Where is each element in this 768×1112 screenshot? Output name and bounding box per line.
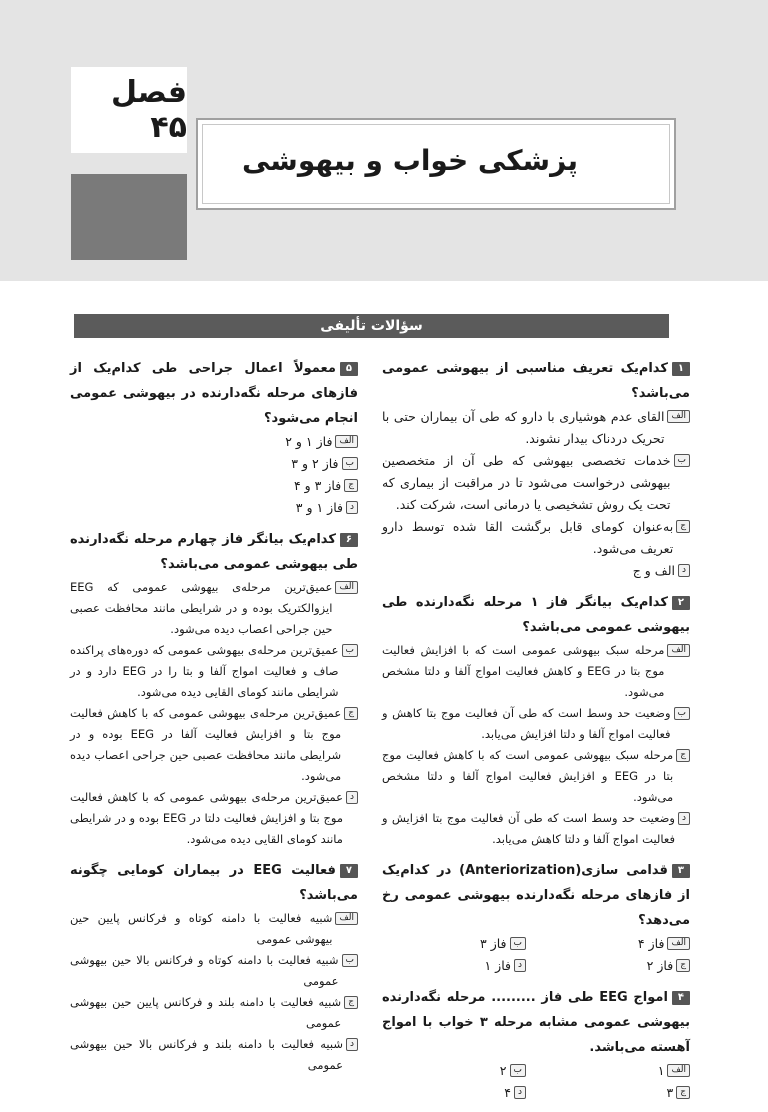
option-b[interactable] <box>70 640 358 703</box>
option-text: به‌عنوان کومای قابل برگشت القا شده توسط دارو تعریف می‌شود. <box>382 519 674 556</box>
option-b[interactable] <box>382 933 526 955</box>
option-mark: د <box>678 812 690 825</box>
option-mark: الف <box>335 581 358 594</box>
option-c[interactable] <box>70 703 358 787</box>
option-mark: ب <box>342 457 358 470</box>
column-right <box>382 356 690 1112</box>
option-mark: ج <box>344 996 358 1009</box>
option-mark: ج <box>676 520 690 533</box>
option-mark: د <box>346 501 358 514</box>
option-text: الف و ج <box>632 563 675 578</box>
option-mark: الف <box>667 1064 690 1077</box>
option-b[interactable] <box>70 453 358 475</box>
option-text: مرحله سبک بیهوشی عمومی است که با افزایش فعالیت موج بتا در EEG و کاهش فعالیت امواج آلفا و دلتا مشخص می‌شود. <box>382 643 665 699</box>
question-number: ۶ <box>340 533 358 547</box>
option-c[interactable] <box>70 992 358 1034</box>
option-mark: د <box>346 1038 358 1051</box>
option-text: عمیق‌ترین مرحله‌ی بیهوشی عمومی که با کاهش فعالیت موج بتا و افزایش فعالیت آلفا در EEG بوده و در شرایطی مانند محافظت عصبی حین جراحی اعصاب دیده می‌شود. <box>70 706 342 783</box>
option-a[interactable] <box>70 431 358 453</box>
option-mark: ب <box>674 707 690 720</box>
question-stem: فعالیت EEG در بیماران کومایی چگونه می‌باشد؟ <box>70 863 358 903</box>
option-text: فاز ۳ و ۴ <box>293 478 342 493</box>
section-title: سؤالات تألیفی <box>74 314 669 338</box>
question-6 <box>70 527 358 850</box>
option-mark: ج <box>676 1086 690 1099</box>
option-c[interactable] <box>382 516 690 560</box>
option-c[interactable] <box>382 745 690 808</box>
option-mark: ج <box>344 707 358 720</box>
question-stem: معمولاً اعمال جراحی طی کدام‌یک از فازهای مرحله نگه‌دارنده در بیهوشی عمومی انجام می‌شود؟ <box>70 361 358 426</box>
option-d[interactable] <box>70 787 358 850</box>
option-text: شبیه فعالیت با دامنه کوتاه و فرکانس پایین حین بیهوشی عمومی <box>70 911 333 946</box>
option-b[interactable] <box>382 1060 526 1082</box>
option-text: فاز ۲ و ۳ <box>291 456 339 471</box>
option-mark: ج <box>676 749 690 762</box>
option-a[interactable] <box>70 908 358 950</box>
option-text: شبیه فعالیت با دامنه بلند و فرکانس بالا حین بیهوشی عمومی <box>70 1037 343 1072</box>
option-mark: د <box>678 564 690 577</box>
option-text: خدمات تخصصی بیهوشی که طی آن از متخصصین بیهوشی درخواست می‌شود تا در مراقبت از بیماری که تحت یک روش تشخیصی یا درمانی است، شرکت کند. <box>382 453 671 512</box>
option-d[interactable] <box>382 955 526 977</box>
option-mark: د <box>514 959 526 972</box>
question-number: ۷ <box>340 864 358 878</box>
option-d[interactable] <box>382 1082 526 1104</box>
question-number: ۵ <box>340 362 358 376</box>
option-a[interactable] <box>382 406 690 450</box>
option-text: فاز ۱ و ۲ <box>285 434 333 449</box>
option-d[interactable] <box>70 1034 358 1076</box>
option-d[interactable] <box>382 808 690 850</box>
question-2 <box>382 590 690 850</box>
question-number: ۲ <box>672 596 690 610</box>
option-mark: الف <box>335 912 358 925</box>
question-number: ۴ <box>672 991 690 1005</box>
question-stem: کدام‌یک بیانگر فاز ۱ مرحله نگه‌دارنده طی بیهوشی عمومی می‌باشد؟ <box>382 595 690 635</box>
question-3 <box>382 858 690 977</box>
option-mark: ب <box>342 954 358 967</box>
chapter-title-box <box>196 118 676 210</box>
question-stem: کدام‌یک بیانگر فاز چهارم مرحله نگه‌دارنده طی بیهوشی عمومی می‌باشد؟ <box>70 532 358 572</box>
option-a[interactable] <box>70 577 358 640</box>
option-a[interactable] <box>546 933 690 955</box>
chapter-decor-block <box>71 174 187 260</box>
question-number: ۳ <box>672 864 690 878</box>
option-mark: الف <box>335 435 358 448</box>
option-c[interactable] <box>546 955 690 977</box>
option-text: فاز ۴ <box>637 936 665 951</box>
question-5 <box>70 356 358 519</box>
option-text: ۱ <box>657 1063 665 1078</box>
option-c[interactable] <box>70 475 358 497</box>
option-text: وضعیت حد وسط است که طی آن فعالیت موج بتا کاهش و فعالیت امواج آلفا و دلتا افزایش می‌یابد. <box>382 706 671 741</box>
question-1 <box>382 356 690 582</box>
option-mark: الف <box>667 410 690 423</box>
question-4 <box>382 985 690 1104</box>
option-text: فاز ۲ <box>646 958 674 973</box>
question-number: ۱ <box>672 362 690 376</box>
option-text: عمیق‌ترین مرحله‌ی بیهوشی عمومی که با کاهش فعالیت موج بتا و افزایش فعالیت دلتا در EEG بوده و در شرایطی مانند کومای القایی دیده می‌شود. <box>70 790 343 846</box>
option-text: ۳ <box>666 1085 674 1100</box>
option-text: فاز ۱ <box>484 958 511 973</box>
question-7 <box>70 858 358 1076</box>
chapter-title: پزشکی خواب و بیهوشی <box>241 144 578 177</box>
option-mark: د <box>346 791 358 804</box>
option-mark: الف <box>667 644 690 657</box>
option-text: عمیق‌ترین مرحله‌ی بیهوشی عمومی که دوره‌های پراکنده صاف و فعالیت امواج آلفا و بتا را در EEG دارد و در شرایطی مانند کومای القایی دیده می‌شود. <box>70 643 339 699</box>
option-d[interactable] <box>382 560 690 582</box>
option-text: القای عدم هوشیاری با دارو که طی آن بیماران حتی با تحریک دردناک بیدار نشوند. <box>382 409 665 446</box>
option-text: شبیه فعالیت با دامنه کوتاه و فرکانس بالا حین بیهوشی عمومی <box>70 953 339 988</box>
option-mark: ب <box>674 454 690 467</box>
option-b[interactable] <box>382 450 690 516</box>
option-mark: ب <box>342 644 358 657</box>
option-text: ۴ <box>504 1085 511 1100</box>
option-mark: ج <box>676 959 690 972</box>
option-mark: ج <box>344 479 358 492</box>
option-mark: د <box>514 1086 526 1099</box>
option-text: فاز ۱ و ۳ <box>295 500 343 515</box>
option-text: مرحله سبک بیهوشی عمومی است که با کاهش فعالیت موج بتا در EEG و افزایش فعالیت امواج آلفا و دلتا مشخص می‌شود. <box>382 748 674 804</box>
question-stem: قدامی سازی(Anteriorization) در کدام‌یک از فازهای مرحله نگه‌دارنده بیهوشی عمومی رخ می‌دهد؟ <box>382 863 690 928</box>
option-b[interactable] <box>70 950 358 992</box>
chapter-label: فصل ۴۵ <box>71 67 187 153</box>
option-b[interactable] <box>382 703 690 745</box>
option-a[interactable] <box>382 640 690 703</box>
option-text: فاز ۳ <box>480 936 507 951</box>
option-mark: الف <box>667 937 690 950</box>
question-stem: امواج EEG طی فاز ......... مرحله نگه‌دارنده بیهوشی عمومی مشابه مرحله ۳ خواب با امواج آهسته می‌باشد. <box>382 990 690 1055</box>
column-left <box>70 356 358 1084</box>
option-text: ۲ <box>499 1063 507 1078</box>
option-text: عمیق‌ترین مرحله‌ی بیهوشی عمومی که EEG ایزوالکتریک بوده و در شرایطی مانند محافظت عصبی حین جراحی اعصاب دیده می‌شود. <box>70 580 333 636</box>
option-c[interactable] <box>546 1082 690 1104</box>
option-text: وضعیت حد وسط است که طی آن فعالیت موج بتا افزایش و فعالیت امواج آلفا و دلتا کاهش می‌یابد. <box>382 811 675 846</box>
option-mark: ب <box>510 937 526 950</box>
option-mark: ب <box>510 1064 526 1077</box>
question-stem: کدام‌یک تعریف مناسبی از بیهوشی عمومی می‌باشد؟ <box>382 361 690 401</box>
option-a[interactable] <box>546 1060 690 1082</box>
option-d[interactable] <box>70 497 358 519</box>
option-text: شبیه فعالیت با دامنه بلند و فرکانس پایین حین بیهوشی عمومی <box>70 995 342 1030</box>
